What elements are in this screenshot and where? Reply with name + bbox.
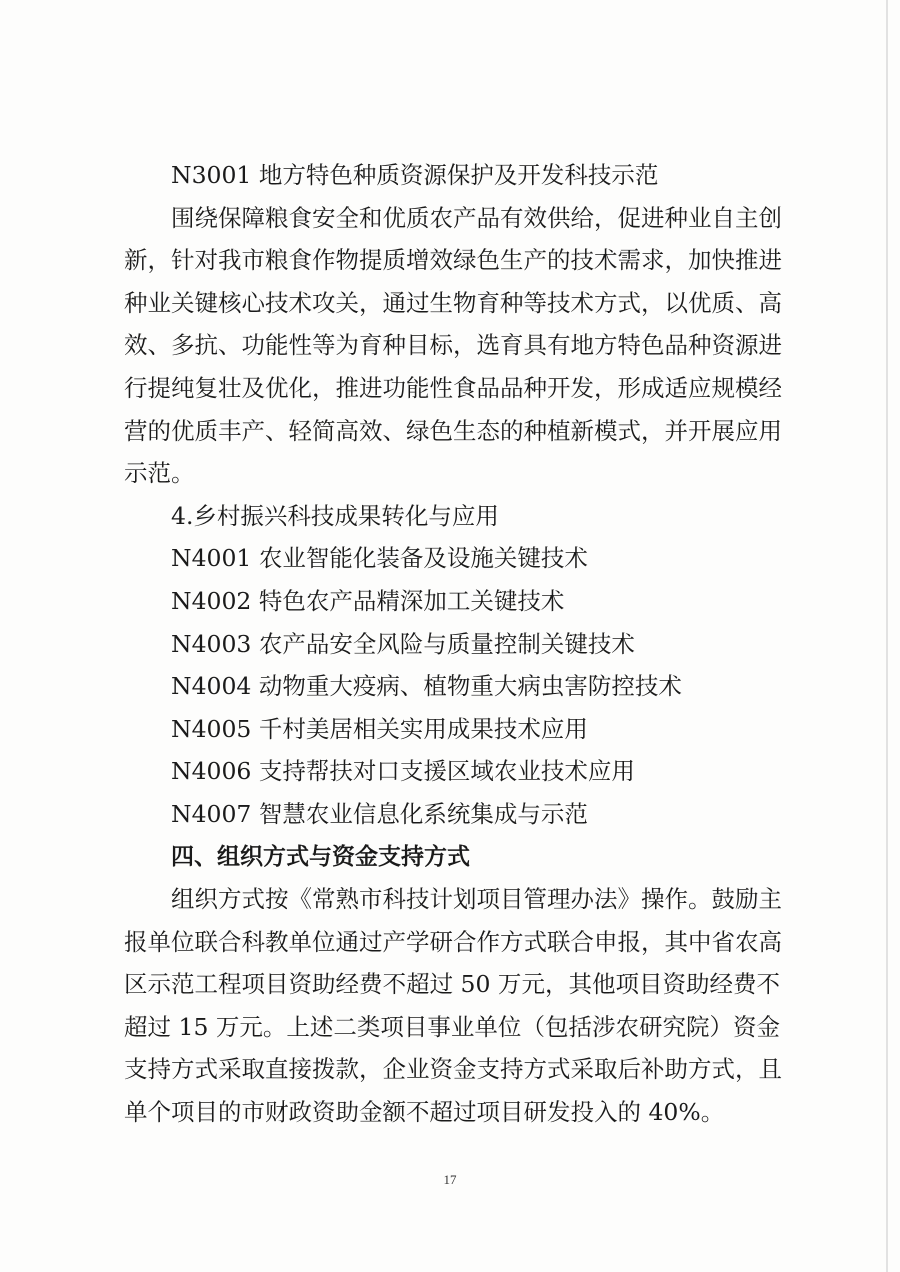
item-n4002: N4002 特色农产品精深加工关键技术 <box>171 586 565 615</box>
item-n4006: N4006 支持帮扶对口支援区域农业技术应用 <box>171 757 635 786</box>
paragraph-n3001-line: 围绕保障粮食安全和优质农产品有效供给，促进种业自主创 <box>171 203 782 232</box>
paragraph-funding-line: 超过 15 万元。上述二类项目事业单位（包括涉农研究院）资金 <box>124 1012 780 1041</box>
paragraph-funding-line: 支持方式采取直接拨款，企业资金支持方式采取后补助方式，且 <box>124 1055 782 1084</box>
item-n4001: N4001 农业智能化装备及设施关键技术 <box>171 544 588 573</box>
paragraph-funding-line: 报单位联合科教单位通过产学研合作方式联合申报，其中省农高 <box>124 927 782 956</box>
paragraph-funding-line: 区示范工程项目资助经费不超过 50 万元，其他项目资助经费不 <box>124 970 780 999</box>
paragraph-n3001-line: 营的优质丰产、轻简高效、绿色生态的种植新模式，并开展应用 <box>124 416 782 445</box>
item-n4003: N4003 农产品安全风险与质量控制关键技术 <box>171 629 635 658</box>
document-body <box>124 154 780 1134</box>
paragraph-n3001-line: 效、多抗、功能性等为育种目标，选育具有地方特色品种资源进 <box>124 331 782 360</box>
paragraph-funding-line: 单个项目的市财政资助金额不超过项目研发投入的 40%。 <box>124 1098 725 1127</box>
scan-edge-line <box>886 0 888 1272</box>
item-n4007: N4007 智慧农业信息化系统集成与示范 <box>171 799 588 828</box>
paragraph-n3001-line: 示范。 <box>124 459 195 488</box>
section-heading-organization-funding: 四、组织方式与资金支持方式 <box>171 843 470 870</box>
paragraph-n3001-line: 行提纯复壮及优化，推进功能性食品品种开发，形成适应规模经 <box>124 373 782 402</box>
item-n4005: N4005 千村美居相关实用成果技术应用 <box>171 714 588 743</box>
paragraph-funding-line: 组织方式按《常熟市科技计划项目管理办法》操作。鼓励主 <box>171 885 782 914</box>
paragraph-n3001-line: 种业关键核心技术攻关，通过生物育种等技术方式，以优质、高 <box>124 288 782 317</box>
section-4-title: 4.乡村振兴科技成果转化与应用 <box>171 501 499 530</box>
page-number: 17 <box>443 1172 457 1187</box>
item-n4004: N4004 动物重大疫病、植物重大病虫害防控技术 <box>171 672 682 701</box>
paragraph-n3001-line: 新，针对我市粮食作物提质增效绿色生产的技术需求，加快推进 <box>124 246 782 275</box>
item-n3001: N3001 地方特色种质资源保护及开发科技示范 <box>171 161 659 189</box>
